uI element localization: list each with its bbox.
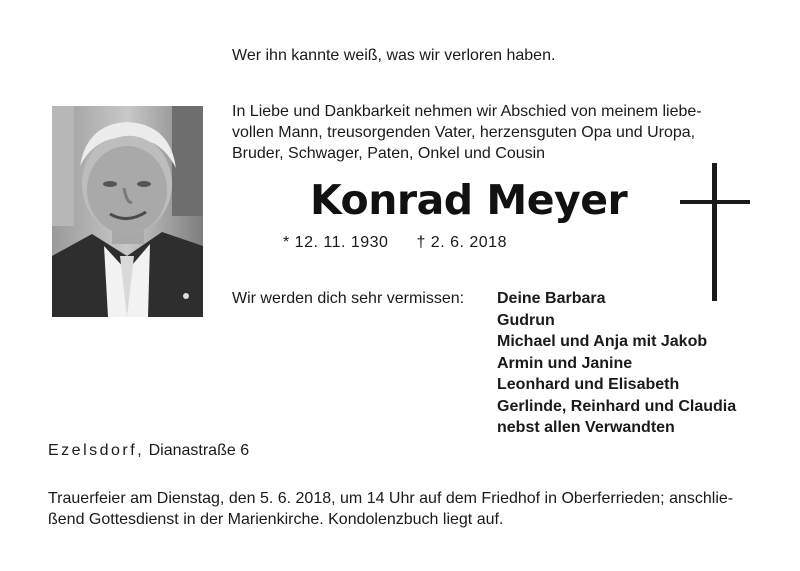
- deceased-name: Konrad Meyer: [310, 176, 628, 224]
- address-place: Ezelsdorf,: [48, 442, 145, 459]
- mourner-name: Michael und Anja mit Jakob: [497, 333, 708, 350]
- mourner-name: Gerlinde, Reinhard und Claudia: [497, 397, 737, 415]
- mourners-list: [497, 288, 736, 439]
- death-date: † 2. 6. 2018: [416, 234, 507, 251]
- mourner-name: nebst allen Verwandten: [497, 419, 675, 436]
- portrait-photo: [52, 106, 203, 317]
- service-line: Trauerfeier am Dienstag, den 5. 6. 2018, um 14 Uhr auf dem Friedhof in Oberferrieden; anschlie-: [48, 490, 734, 507]
- mourner-name: Leonhard und Elisabeth: [497, 376, 680, 393]
- address: [48, 440, 249, 461]
- address-street: Dianastraße 6: [148, 442, 250, 459]
- life-dates: [283, 232, 507, 253]
- birth-date: * 12. 11. 1930: [283, 234, 389, 251]
- mourner-name: Deine Barbara: [497, 290, 606, 307]
- mourners-intro: Wir werden dich sehr vermissen:: [232, 290, 465, 307]
- mourner-name: Armin und Janine: [497, 354, 633, 372]
- intro-line: In Liebe und Dankbarkeit nehmen wir Abschied von meinem liebe-: [232, 103, 702, 120]
- quote: Wer ihn kannte weiß, was wir verloren haben.: [232, 47, 556, 64]
- intro-line: Bruder, Schwager, Paten, Onkel und Cousin: [232, 145, 546, 162]
- intro-text: [232, 101, 702, 164]
- service-info: [48, 488, 733, 530]
- intro-line: vollen Mann, treusorgenden Vater, herzensguten Opa und Uropa,: [232, 124, 696, 141]
- mourner-name: Gudrun: [497, 311, 555, 329]
- cross-icon: [680, 163, 750, 308]
- service-line: ßend Gottesdienst in der Marienkirche. Kondolenzbuch liegt auf.: [48, 511, 504, 528]
